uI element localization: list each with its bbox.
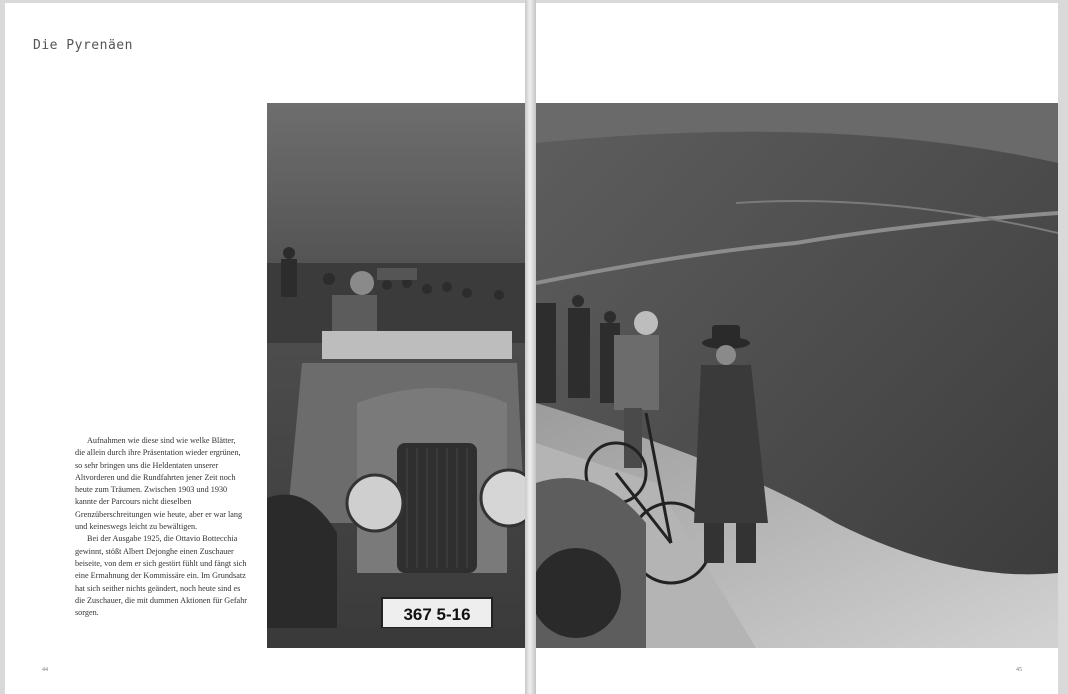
photo-right-half [536, 103, 1058, 648]
left-page [5, 3, 525, 694]
page-number-right: 45 [1016, 667, 1022, 673]
photo-left-half [267, 103, 525, 648]
right-page [536, 3, 1058, 694]
photo-car-spectators [267, 103, 525, 648]
paragraph-2: Bei der Ausgabe 1925, die Ottavio Bottecchia gewinnt, stößt Albert Dejonghe einen Zuschauer beiseite, von dem er sich gestört fühlt und fängt sich eine Ermahnung der Kommissäre ein. Im Grundsatz hat sich seither nichts geändert, noch heute sind es die Zuschauer, die mit dummen Aktionen für Gefahr sorgen. [75, 534, 248, 618]
book-gutter [525, 0, 536, 694]
paragraph-1: Aufnahmen wie diese sind wie welke Blätter, die allein durch ihre Präsentation wieder ergrünen, so sehr bringen uns die Heldentaten unserer Altvorderen und die Rundfahrten jener Zeit noch heute zum Träumen. Zwischen 1903 und 1930 kannte der Parcours nicht dieselben Grenzüberschreitungen wie heute, aber er war lang und keineswegs leicht zu bewältigen. [75, 436, 243, 532]
body-text [75, 435, 247, 619]
chapter-title: Die Pyrenäen [33, 38, 133, 53]
photo-cyclist-mountain [536, 103, 1058, 648]
license-plate-text: 367 5-16 [403, 605, 471, 624]
page-number-left: 44 [42, 667, 48, 673]
